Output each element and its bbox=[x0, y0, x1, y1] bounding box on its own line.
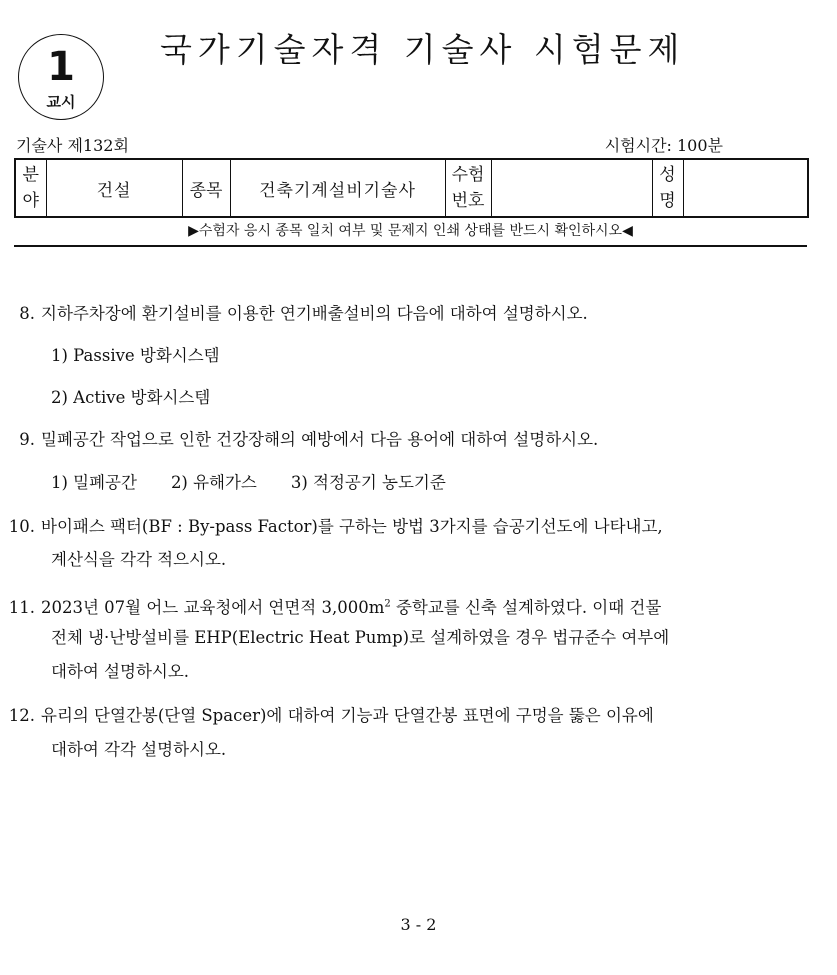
session-number: 1 bbox=[47, 44, 75, 90]
question-12-text-line-2: 대하여 각각 설명하시오. bbox=[51, 740, 227, 759]
exam-info-table bbox=[14, 158, 809, 218]
question-9-subitems bbox=[51, 473, 446, 493]
page-title: 국가기술자격 기술사 시험문제 bbox=[160, 30, 686, 69]
field-label-bottom: 야 bbox=[22, 191, 39, 211]
question-10 bbox=[2, 517, 663, 537]
question-number: 9. bbox=[19, 430, 35, 449]
area-unit-superscript: 2 bbox=[384, 598, 391, 609]
exam-time: 시험시간: 100분 bbox=[604, 136, 723, 155]
notice: ▶수험자 응시 종목 일치 여부 및 문제지 인쇄 상태를 반드시 확인하시오◀ bbox=[14, 218, 807, 247]
exam-number-label-top: 수험 bbox=[451, 165, 485, 185]
subject-label: 종목 bbox=[182, 159, 230, 217]
name-label bbox=[652, 159, 683, 217]
exam-number-label bbox=[445, 159, 491, 217]
field-label-top: 분 bbox=[22, 165, 39, 185]
question-text: 밀폐공간 작업으로 인한 건강장해의 예방에서 다음 용어에 대하여 설명하시오. bbox=[41, 430, 599, 449]
question-8 bbox=[2, 304, 588, 324]
name-label-bottom: 명 bbox=[659, 191, 676, 211]
field-value: 건설 bbox=[46, 159, 182, 217]
name-label-top: 성 bbox=[659, 165, 676, 185]
session-badge bbox=[18, 34, 104, 120]
question-10-text-line-2: 계산식을 각각 적으시오. bbox=[51, 550, 227, 569]
question-9 bbox=[2, 430, 598, 450]
question-12 bbox=[2, 706, 654, 726]
question-text-line-1: 바이패스 팩터(BF : By-pass Factor)를 구하는 방법 3가지를 습공기선도에 나타내고, bbox=[41, 517, 663, 536]
question-number: 8. bbox=[19, 304, 35, 323]
question-9-subitem-2: 2) 유해가스 bbox=[170, 473, 257, 492]
question-11-line-1-start: 2023년 07월 어느 교육청에서 연면적 3,000m bbox=[41, 597, 385, 617]
name-field[interactable] bbox=[683, 159, 808, 217]
question-text-line-1: 유리의 단열간봉(단열 Spacer)에 대하여 기능과 단열간봉 표면에 구멍을 뚫은 이유에 bbox=[41, 706, 654, 725]
question-8-subitem-2: 2) Active 방화시스템 bbox=[51, 388, 211, 407]
question-number: 10. bbox=[8, 517, 35, 536]
exam-number-label-bottom: 번호 bbox=[451, 191, 485, 211]
question-9-subitem-3: 3) 적정공기 농도기준 bbox=[290, 473, 446, 492]
question-11 bbox=[2, 594, 661, 618]
question-11-text-line-2: 전체 냉·난방설비를 EHP(Electric Heat Pump)로 설계하였을 경우 법규준수 여부에 bbox=[51, 628, 670, 647]
question-number: 11. bbox=[8, 597, 35, 617]
question-number: 12. bbox=[8, 706, 35, 725]
question-text: 지하주차장에 환기설비를 이용한 연기배출설비의 다음에 대하여 설명하시오. bbox=[41, 304, 588, 323]
question-text-line-1 bbox=[41, 598, 661, 617]
subject-value: 건축기계설비기술사 bbox=[230, 159, 445, 217]
field-label bbox=[15, 159, 46, 217]
question-11-line-1-end: 중학교를 신축 설계하였다. 이때 건물 bbox=[390, 597, 662, 617]
session-label: 교시 bbox=[46, 93, 76, 111]
exam-number-field[interactable] bbox=[491, 159, 652, 217]
question-8-subitem-1: 1) Passive 방화시스템 bbox=[51, 346, 220, 365]
page-number: 3 - 2 bbox=[400, 915, 437, 934]
question-11-text-line-3: 대하여 설명하시오. bbox=[51, 662, 190, 681]
exam-round: 기술사 제132회 bbox=[16, 136, 129, 155]
question-9-subitem-1: 1) 밀폐공간 bbox=[51, 473, 137, 492]
